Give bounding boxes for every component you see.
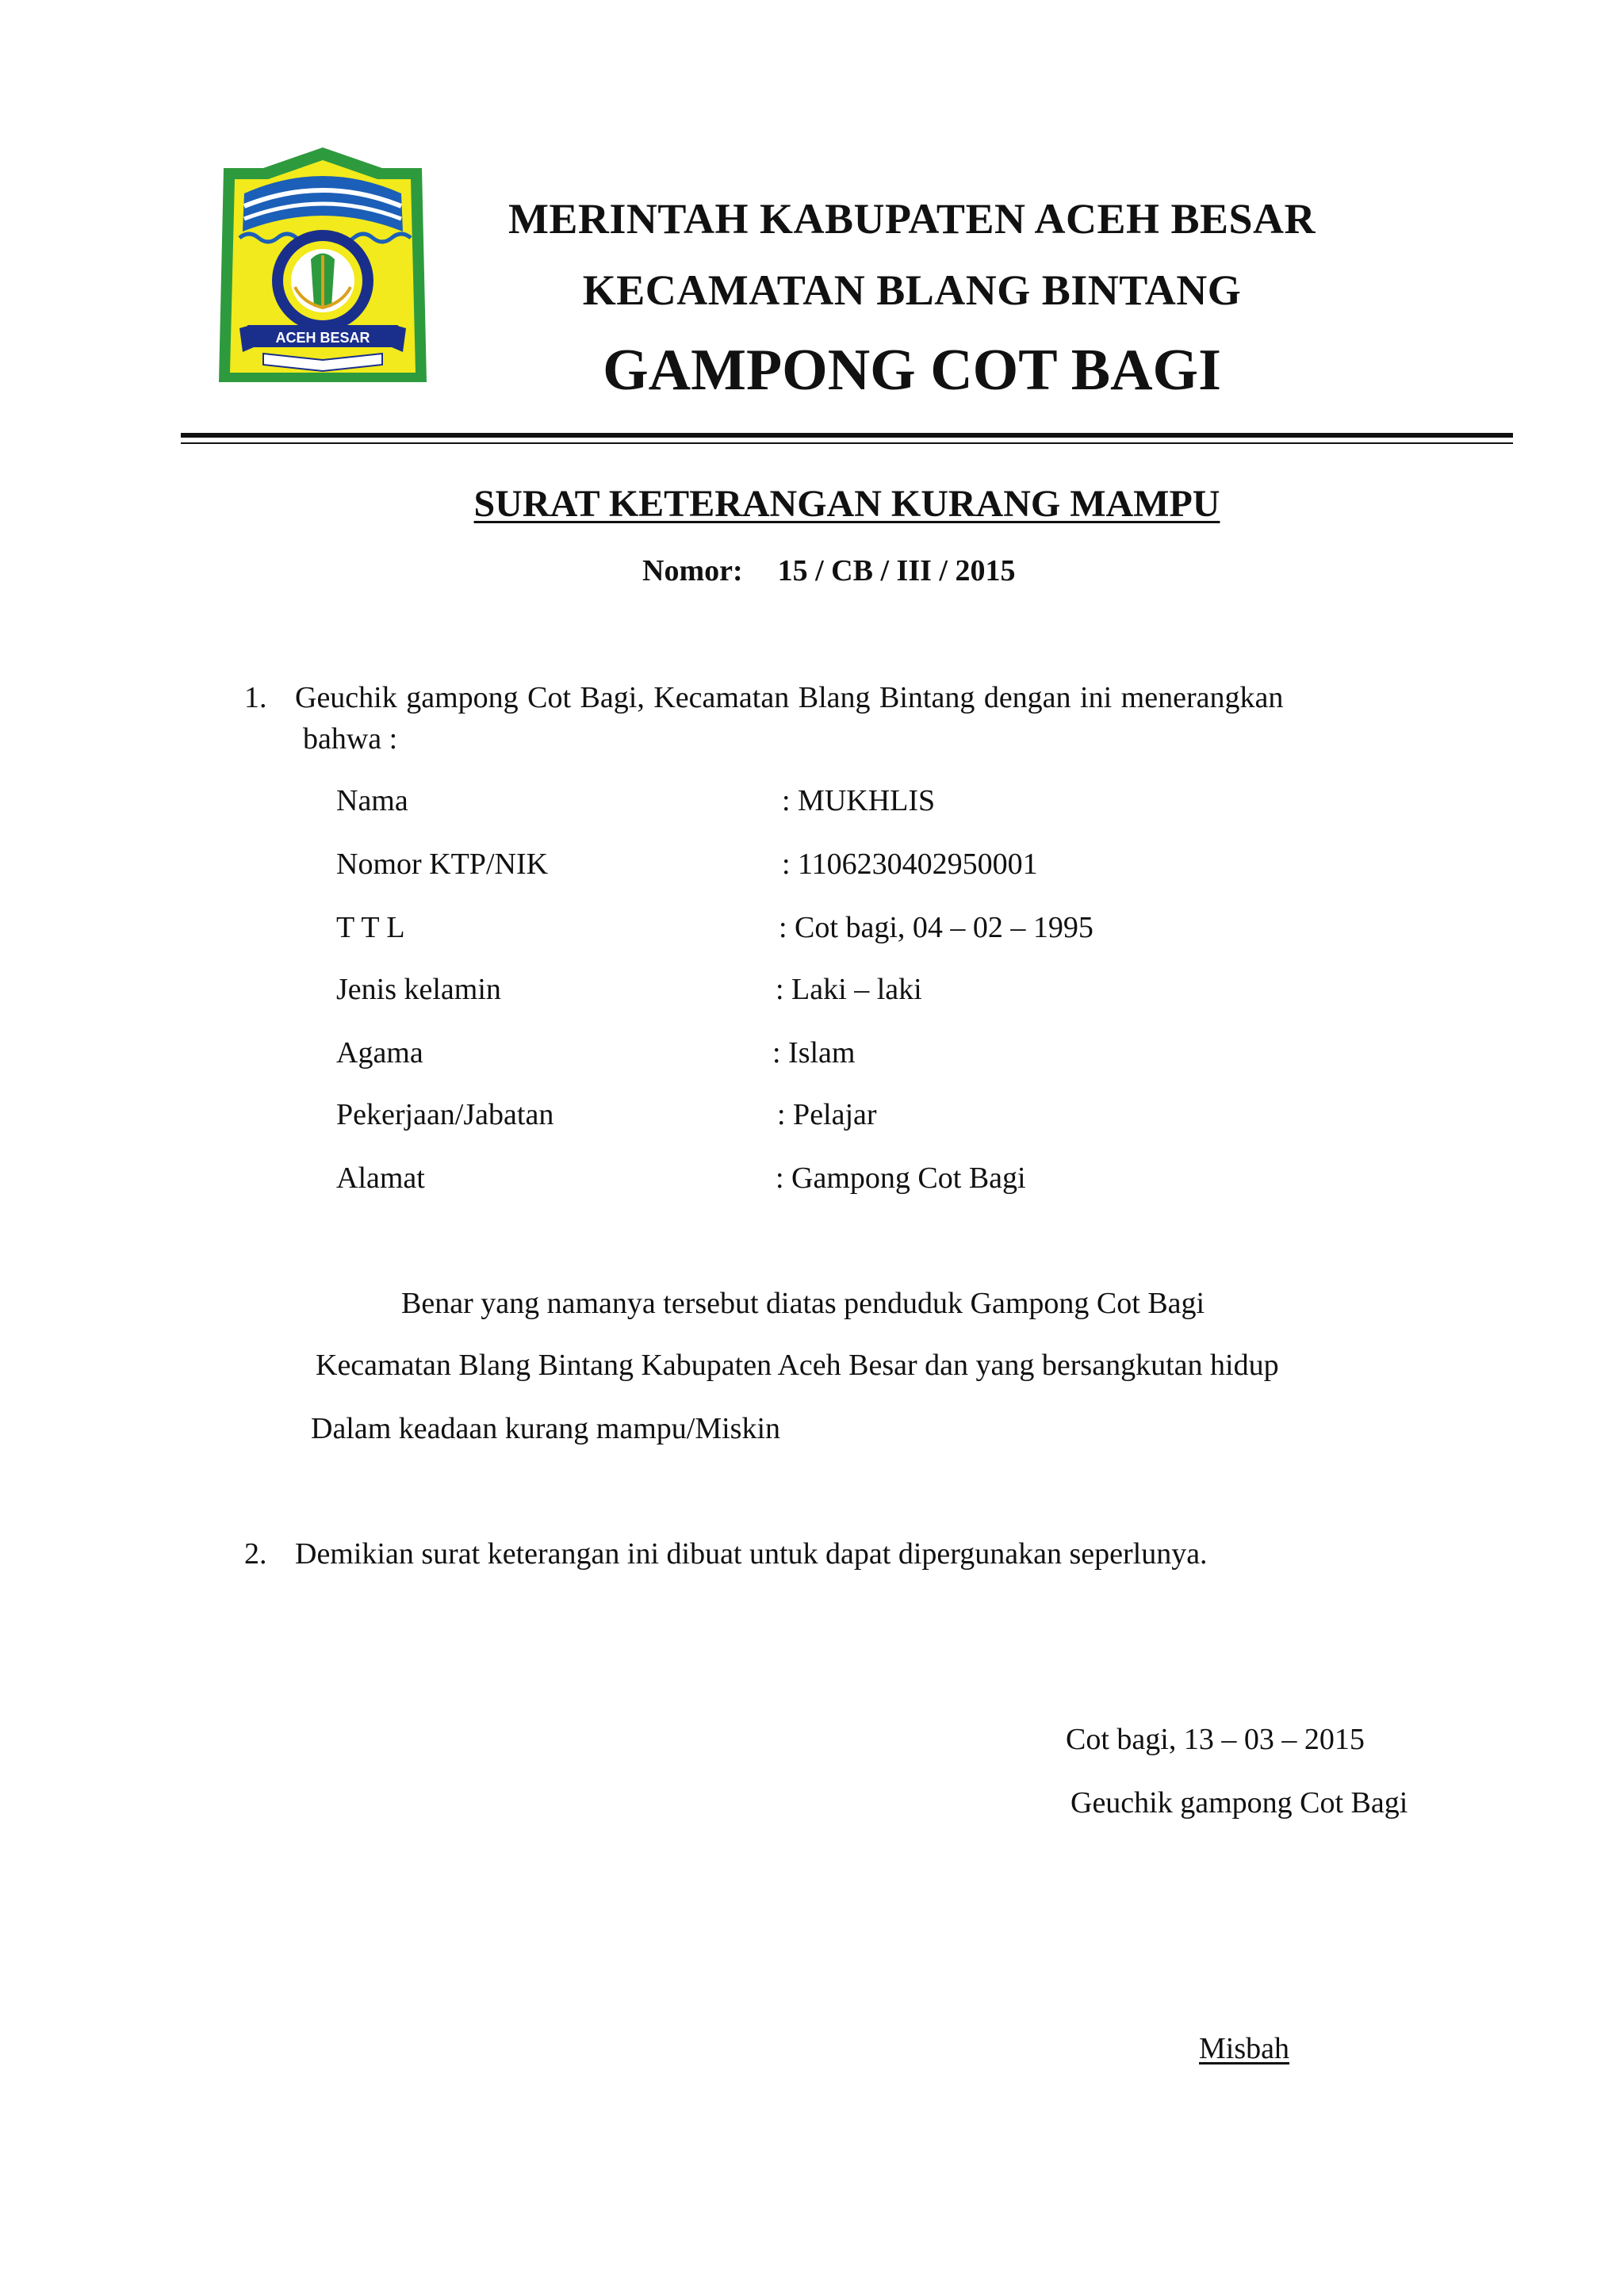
field-value-nama: : MUKHLIS xyxy=(782,784,936,817)
header-government-line: MERINTAH KABUPATEN ACEH BESAR xyxy=(508,195,1316,243)
letter-number xyxy=(642,553,1015,588)
field-value-pekerjaan: : Pelajar xyxy=(777,1098,877,1131)
aceh-besar-logo xyxy=(216,144,430,388)
header-village-line: GAMPONG COT BAGI xyxy=(603,338,1221,403)
field-value-ttl: : Cot bagi, 04 – 02 – 1995 xyxy=(779,911,1094,944)
letter-title: SURAT KETERANGAN KURANG MAMPU xyxy=(473,483,1220,525)
field-label-alamat: Alamat xyxy=(336,1161,425,1195)
field-label-nik: Nomor KTP/NIK xyxy=(336,848,549,881)
item-2-number: 2. xyxy=(244,1537,267,1571)
signature-position: Geuchik gampong Cot Bagi xyxy=(1071,1786,1408,1820)
header-district-line: KECAMATAN BLANG BINTANG xyxy=(582,266,1242,314)
field-label-ttl: T T L xyxy=(336,911,405,944)
field-label-nama: Nama xyxy=(336,784,408,817)
field-label-gender: Jenis kelamin xyxy=(336,973,501,1006)
field-label-agama: Agama xyxy=(336,1036,423,1070)
item-1-line-2: bahwa : xyxy=(303,722,398,756)
field-value-nik: : 1106230402950001 xyxy=(782,848,1038,881)
logo-ribbon-text: ACEH BESAR xyxy=(275,330,370,346)
item-1-number: 1. xyxy=(244,681,267,714)
statement-line-1: Benar yang namanya tersebut diatas penduduk Gampong Cot Bagi xyxy=(401,1287,1205,1320)
field-label-pekerjaan: Pekerjaan/Jabatan xyxy=(336,1098,554,1131)
field-value-agama: : Islam xyxy=(772,1036,856,1070)
letter-number-value: 15 / CB / III / 2015 xyxy=(777,554,1016,587)
header-divider-thin xyxy=(181,442,1513,444)
item-1-line-1: Geuchik gampong Cot Bagi, Kecamatan Blang Bintang dengan ini menerangkan xyxy=(295,681,1284,714)
header-divider-thick xyxy=(181,433,1513,438)
item-2-text: Demikian surat keterangan ini dibuat untuk dapat dipergunakan seperlunya. xyxy=(295,1537,1208,1571)
field-value-alamat: : Gampong Cot Bagi xyxy=(776,1161,1026,1195)
letter-number-label: Nomor: xyxy=(642,554,743,587)
statement-line-3: Dalam keadaan kurang mampu/Miskin xyxy=(311,1412,781,1445)
field-value-gender: : Laki – laki xyxy=(776,973,922,1006)
signatory-name: Misbah xyxy=(1199,2032,1289,2065)
statement-line-2: Kecamatan Blang Bintang Kabupaten Aceh Besar dan yang bersangkutan hidup xyxy=(316,1349,1279,1382)
signature-place-date: Cot bagi, 13 – 03 – 2015 xyxy=(1066,1723,1365,1756)
